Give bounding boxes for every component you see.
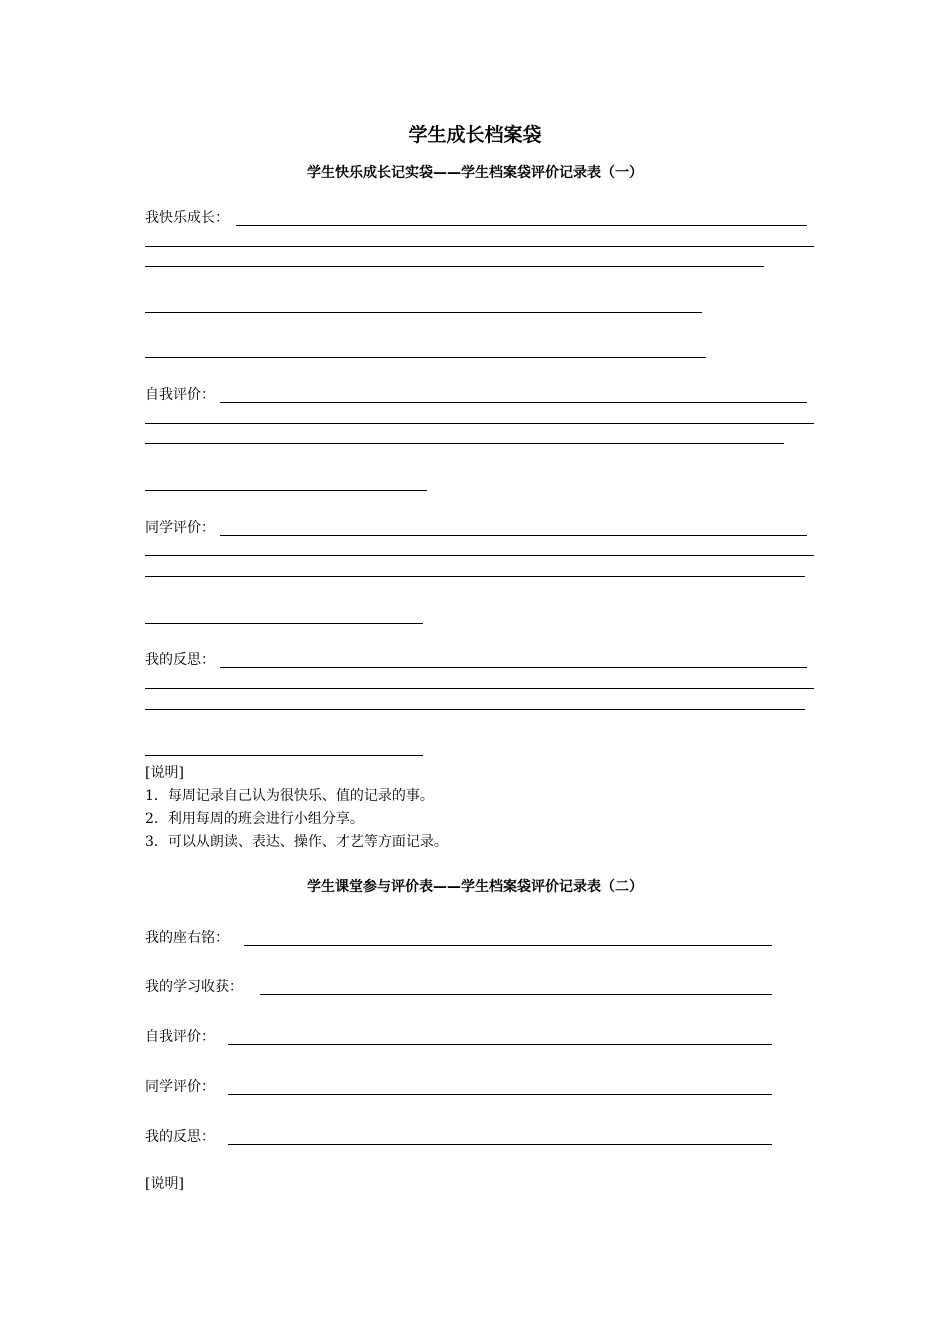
field-line[interactable] <box>145 443 784 444</box>
note-item: 2．利用每周的班会进行小组分享。 <box>145 811 364 827</box>
field-label-peer-evaluation-2: 同学评价： <box>145 1079 215 1095</box>
field-line[interactable] <box>145 312 702 313</box>
field-line-learning-gains[interactable] <box>260 994 772 995</box>
field-line[interactable] <box>145 576 805 577</box>
field-label-motto: 我的座右铭： <box>145 930 229 946</box>
field-line-self-evaluation[interactable] <box>220 402 807 403</box>
field-line[interactable] <box>145 688 814 689</box>
field-line[interactable] <box>145 490 427 491</box>
field-label-peer-evaluation: 同学评价： <box>145 520 215 536</box>
field-line-self-evaluation-2[interactable] <box>228 1044 772 1045</box>
field-line[interactable] <box>145 709 805 710</box>
field-line-happy-growth[interactable] <box>236 225 807 226</box>
note-item: 3．可以从朗读、表达、操作、才艺等方面记录。 <box>145 834 448 850</box>
field-line-reflection-2[interactable] <box>228 1144 772 1145</box>
field-label-self-evaluation-2: 自我评价： <box>145 1029 215 1045</box>
field-label-reflection-2: 我的反思： <box>145 1129 215 1145</box>
field-line-peer-evaluation[interactable] <box>220 535 807 536</box>
page-title: 学生成长档案袋 <box>408 124 542 146</box>
section2-heading: 学生课堂参与评价表——学生档案袋评价记录表（二） <box>307 879 643 895</box>
field-line[interactable] <box>145 246 814 247</box>
note-title-2: [说明] <box>145 1176 184 1192</box>
note-title: [说明] <box>145 765 184 781</box>
field-label-reflection: 我的反思： <box>145 652 215 668</box>
field-line[interactable] <box>145 755 423 756</box>
field-label-learning-gains: 我的学习收获： <box>145 979 243 995</box>
field-line[interactable] <box>145 266 764 267</box>
field-line-peer-evaluation-2[interactable] <box>228 1094 772 1095</box>
field-line[interactable] <box>145 555 814 556</box>
field-line[interactable] <box>145 623 423 624</box>
field-line[interactable] <box>145 423 814 424</box>
note-item: 1．每周记录自己认为很快乐、值的记录的事。 <box>145 788 434 804</box>
field-line-motto[interactable] <box>244 945 772 946</box>
field-line[interactable] <box>145 357 706 358</box>
field-label-self-evaluation: 自我评价： <box>145 387 215 403</box>
section1-heading: 学生快乐成长记实袋——学生档案袋评价记录表（一） <box>307 165 643 181</box>
field-line-reflection[interactable] <box>220 667 807 668</box>
field-label-happy-growth: 我快乐成长： <box>145 210 229 226</box>
